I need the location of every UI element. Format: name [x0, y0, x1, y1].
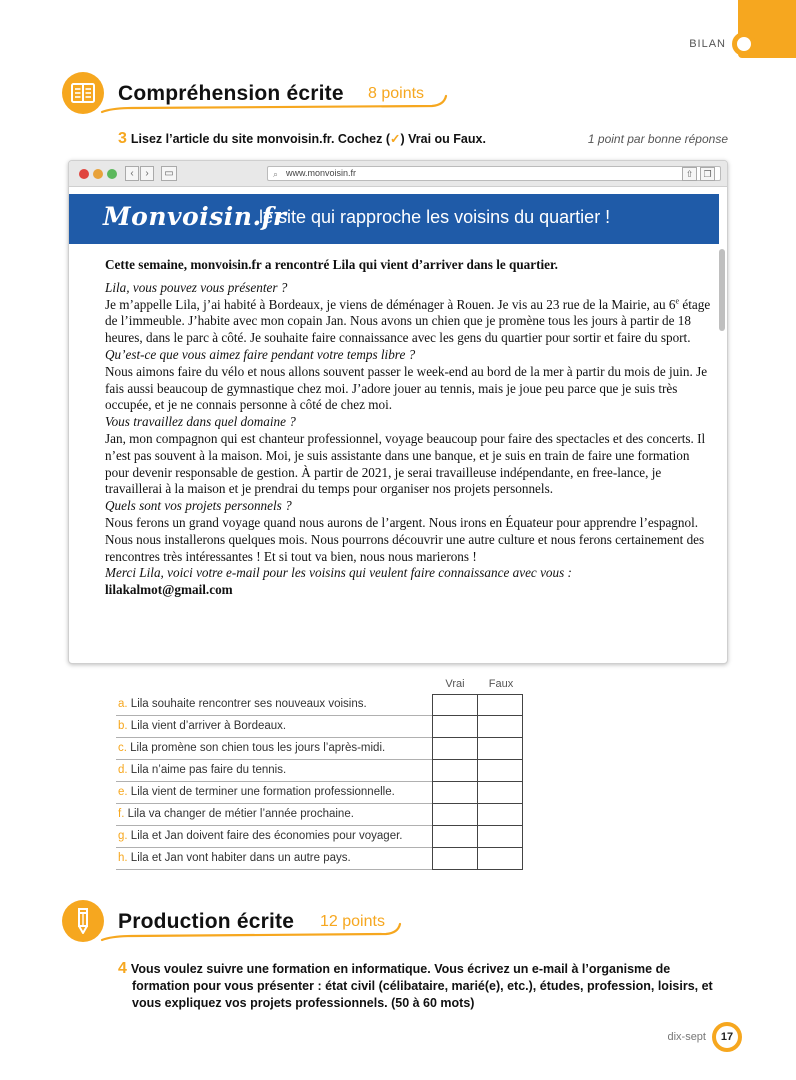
answer-2: Nous aimons faire du vélo et nous allons souvent passer le week-end au bord de la mer à partir du mois de juin. Je fais aussi beaucoup de gymnastique chez moi. J’adore jouer au tennis, mais je joue peu parce que je suis très occupée, et je ne connais personne à côté de chez moi. — [105, 363, 708, 413]
site-banner — [69, 194, 719, 244]
true-checkbox[interactable] — [432, 848, 478, 870]
contact-email[interactable]: lilakalmot@gmail.com — [105, 582, 233, 598]
tf-text: Lila promène son chien tous les jours l’après-midi. — [130, 742, 386, 754]
tf-letter: b. — [118, 720, 128, 732]
comprehension-title: Compréhension écrite — [118, 82, 344, 105]
scoring-note: 1 point par bonne réponse — [587, 132, 728, 146]
production-points: 12 points — [320, 913, 385, 930]
tf-letter: d. — [118, 764, 128, 776]
false-checkbox[interactable] — [477, 848, 523, 870]
check-mark-icon: ✓ — [390, 132, 401, 146]
tabs-icon[interactable]: ❐ — [700, 167, 715, 181]
exercise-4-line-1: Vous voulez suivre une formation en informatique. Vous écrivez un e-mail à l’organisme de — [130, 962, 671, 976]
answer-1-part-2: étage de l’immeuble. J’habite avec mon copain Jan. Nous avons un chien que je promène tous les jours à partir de 18 heures, dans le parc à côté. Je souhaite faire connaissance avec les gens du quartier pour sortir et faire du sport. — [105, 296, 711, 346]
true-checkbox[interactable] — [432, 804, 478, 826]
share-icon[interactable]: ⇧ — [682, 167, 697, 181]
false-checkbox[interactable] — [477, 804, 523, 826]
instruction-text-1: Lisez l’article du site monvoisin.fr. Cochez ( — [130, 132, 390, 146]
tf-text: Lila vient de terminer une formation professionnelle. — [130, 786, 395, 798]
article — [105, 257, 715, 599]
false-column-header: Faux — [488, 678, 514, 690]
tf-row — [116, 848, 524, 870]
tf-row — [116, 694, 524, 716]
instruction-text-2: ) Vrai ou Faux. — [400, 132, 486, 146]
site-tagline: le site qui rapproche les voisins du quartier ! — [259, 207, 611, 227]
true-checkbox[interactable] — [432, 760, 478, 782]
tf-text: Lila et Jan doivent faire des économies pour voyager. — [130, 830, 403, 842]
tf-row — [116, 826, 524, 848]
false-checkbox[interactable] — [477, 782, 523, 804]
false-checkbox[interactable] — [477, 738, 523, 760]
tf-statement — [118, 808, 354, 820]
question-4: Quels sont vos projets personnels ? — [105, 498, 292, 514]
tf-letter: h. — [118, 852, 128, 864]
search-icon: ⌕ — [273, 169, 279, 179]
production-heading — [62, 900, 462, 944]
true-column-header: Vrai — [445, 678, 465, 690]
corner-ring-decoration — [732, 32, 756, 56]
maximize-dot-icon[interactable] — [107, 169, 117, 179]
tf-text: Lila souhaite rencontrer ses nouveaux voisins. — [130, 698, 367, 710]
tf-letter: g. — [118, 830, 128, 842]
tf-statement — [118, 786, 395, 798]
tf-text: Lila et Jan vont habiter dans un autre pays. — [130, 852, 351, 864]
tf-statement — [118, 720, 286, 732]
page-number: 17 — [712, 1022, 742, 1052]
false-checkbox[interactable] — [477, 760, 523, 782]
page-word: dix-sept — [667, 1031, 706, 1043]
tf-row-line — [116, 869, 432, 870]
tf-letter: e. — [118, 786, 128, 798]
comprehension-points: 8 points — [368, 85, 425, 102]
answer-3: Jan, mon compagnon qui est chanteur professionnel, voyage beaucoup pour faire des spectacles et des concerts. Il n’est pas souvent à la maison. Moi, je suis assistante dans une banque, et je suis en train de faire une formation pour devenir responsable de gestion. À partir de 2021, je serai travailleuse indépendante, en free-lance, je travaillerai à la maison et je prendrai du temps pour organiser nos projets personnels. — [105, 430, 706, 497]
tf-row — [116, 782, 524, 804]
tf-statement — [118, 742, 385, 754]
browser-window — [68, 160, 728, 664]
sidebar-icon[interactable]: ▭ — [161, 166, 177, 181]
exercise-number: 3 — [118, 130, 127, 147]
tf-statement — [118, 764, 286, 776]
address-url: www.monvoisin.fr — [286, 168, 357, 178]
production-title: Production écrite — [118, 910, 295, 933]
tf-letter: a. — [118, 698, 128, 710]
article-lead: Cette semaine, monvoisin.fr a rencontré Lila qui vient d’arriver dans le quartier. — [105, 257, 558, 272]
false-checkbox[interactable] — [477, 826, 523, 848]
tf-row — [116, 804, 524, 826]
false-checkbox[interactable] — [477, 716, 523, 738]
tf-statement — [118, 830, 403, 842]
false-checkbox[interactable] — [477, 694, 523, 716]
exercise-4-instruction — [118, 960, 728, 1012]
back-arrow-icon[interactable]: ‹ — [125, 166, 139, 181]
answer-1 — [105, 297, 715, 347]
answer-1-superscript: e — [675, 296, 680, 306]
true-checkbox[interactable] — [432, 694, 478, 716]
exercise-3-instruction — [118, 130, 486, 148]
browser-toolbar — [69, 161, 727, 187]
close-dot-icon[interactable] — [79, 169, 89, 179]
question-1: Lila, vous pouvez vous présenter ? — [105, 279, 288, 295]
tf-letter: c. — [118, 742, 127, 754]
tf-letter: f. — [118, 808, 125, 820]
tf-text: Lila va changer de métier l’année prochaine. — [127, 808, 354, 820]
scrollbar[interactable] — [719, 249, 725, 331]
tf-statement — [118, 852, 351, 864]
tf-row — [116, 716, 524, 738]
closing-line: Merci Lila, voici votre e-mail pour les voisins qui veulent faire connaissance avec vous : — [105, 565, 572, 581]
question-2: Qu’est-ce que vous aimez faire pendant votre temps libre ? — [105, 346, 416, 362]
tf-row — [116, 738, 524, 760]
question-3: Vous travaillez dans quel domaine ? — [105, 414, 296, 430]
forward-arrow-icon[interactable]: › — [140, 166, 154, 181]
exercise-4-number: 4 — [118, 960, 127, 977]
tf-row — [116, 760, 524, 782]
true-checkbox[interactable] — [432, 826, 478, 848]
true-checkbox[interactable] — [432, 782, 478, 804]
tf-text: Lila vient d’arriver à Bordeaux. — [130, 720, 287, 732]
tf-headers — [432, 678, 524, 694]
answer-4: Nous ferons un grand voyage quand nous aurons de l’argent. Nous irons en Équateur pour apprendre l’espagnol. Nous nous installerons quelques mois. Nous pourrons découvrir une autre culture et nous ferons certainement des rencontres très intéressantes ! Et si tout va bien, nous nous marierons ! — [105, 514, 705, 564]
minimize-dot-icon[interactable] — [93, 169, 103, 179]
tf-text: Lila n’aime pas faire du tennis. — [130, 764, 287, 776]
tf-statement — [118, 698, 367, 710]
site-logo[interactable]: Monvoisin.fr — [103, 202, 287, 231]
exercise-4-rest: formation pour vous présenter : état civil (célibataire, marié(e), etc.), études, profession, loisirs, et vous expliquez vos projets professionnels. (50 à 60 mots) — [132, 979, 713, 1010]
address-bar[interactable] — [267, 166, 721, 181]
true-checkbox[interactable] — [432, 716, 478, 738]
comprehension-heading — [62, 72, 462, 116]
answer-1-part-1: Je m’appelle Lila, j’ai habité à Bordeaux, je viens de déménager à Rouen. Je vis au 23 rue de la Mairie, au 6 — [105, 296, 676, 312]
section-tag: BILAN — [689, 38, 726, 50]
true-checkbox[interactable] — [432, 738, 478, 760]
